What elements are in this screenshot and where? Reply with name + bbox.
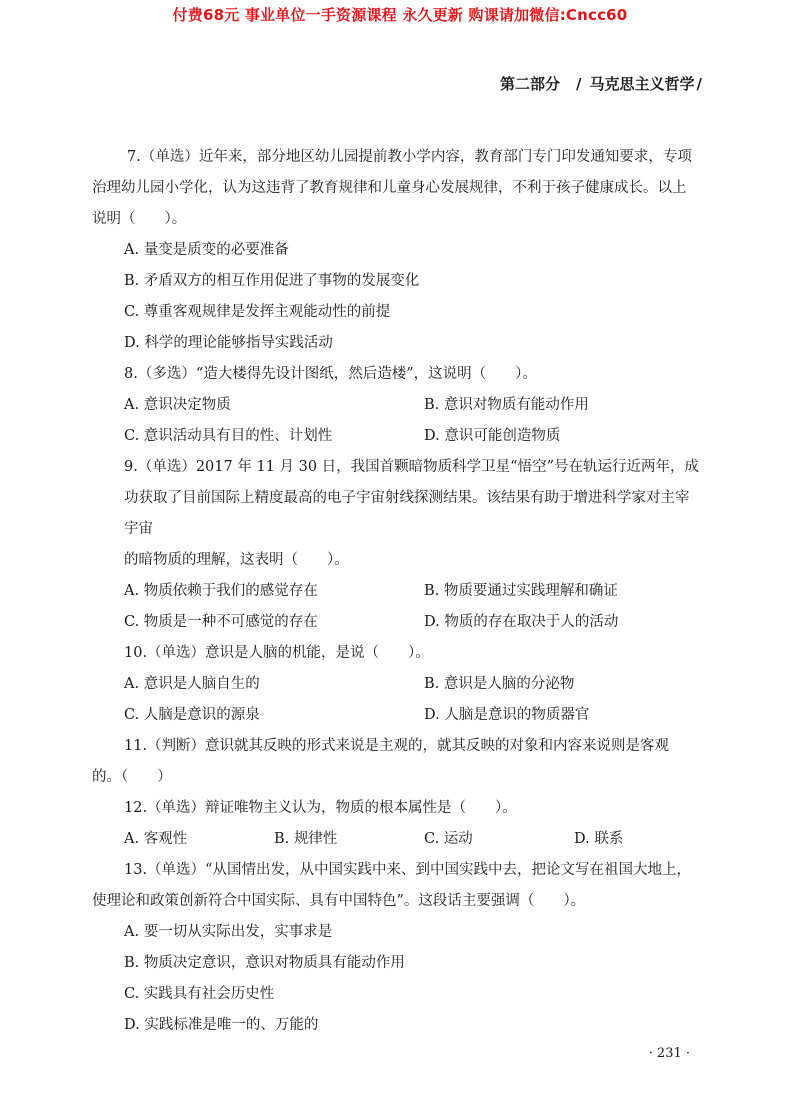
question-10-options-row-1 [124, 669, 702, 700]
question-9-option-d: D. 物质的存在取决于人的活动 [424, 614, 619, 630]
question-9-stem-line-1: 9.（单选）2017 年 11 月 30 日，我国首颗暗物质科学卫星“悟空”号在轨运行近两年，成 [124, 459, 700, 475]
question-8-options-row-1 [124, 390, 702, 421]
question-13-option-c: C. 实践具有社会历史性 [124, 986, 275, 1002]
question-8-option-a: A. 意识决定物质 [124, 397, 231, 413]
question-11-stem-line-1: 11.（判断）意识就其反映的形式来说是主观的，就其反映的对象和内容来说则是客观 [124, 738, 670, 754]
question-13-option-a: A. 要一切从实际出发，实事求是 [124, 924, 333, 940]
question-12-stem-line-1: 12.（单选）辩证唯物主义认为，物质的根本属性是（ ）。 [124, 800, 517, 816]
question-13 [92, 855, 702, 1041]
watermark-banner: 付费68元 事业单位一手资源课程 永久更新 购课请加微信:Cncc60 [172, 6, 628, 24]
question-8-option-d: D. 意识可能创造物质 [424, 428, 561, 444]
question-10-option-b: B. 意识是人脑的分泌物 [424, 676, 575, 692]
question-7-stem-line-1: 7.（单选）近年来，部分地区幼儿园提前教小学内容，教育部门专门印发通知要求，专项 [127, 149, 692, 165]
question-9-option-b: B. 物质要通过实践理解和确证 [424, 583, 618, 599]
question-7-option-b: B. 矛盾双方的相互作用促进了事物的发展变化 [124, 273, 420, 289]
question-10-option-c: C. 人脑是意识的源泉 [124, 707, 260, 723]
question-9-option-a: A. 物质依赖于我们的感觉存在 [124, 583, 318, 599]
question-9 [124, 452, 702, 638]
question-8 [124, 359, 702, 452]
question-12-options-row [124, 824, 702, 855]
question-8-options-row-2 [124, 421, 702, 452]
question-10-option-d: D. 人脑是意识的物质器官 [424, 707, 590, 723]
question-7-option-a: A. 量变是质变的必要准备 [124, 242, 289, 258]
header-trailing-slash: / [696, 75, 702, 93]
question-7-stem-line-3: 说明（ ）。 [92, 211, 187, 227]
question-12 [124, 793, 702, 855]
question-11-stem-line-2: 的。（ ） [92, 769, 172, 785]
header-title: 马克思主义哲学 [589, 75, 695, 93]
question-10-option-a: A. 意识是人脑自生的 [124, 676, 260, 692]
question-12-option-d: D. 联系 [574, 831, 624, 847]
question-7-option-c: C. 尊重客观规律是发挥主观能动性的前提 [124, 304, 391, 320]
question-10-options-row-2 [124, 700, 702, 731]
question-7-stem-line-2: 治理幼儿园小学化，认为这违背了教育规律和儿童身心发展规律，不利于孩子健康成长。以上 [92, 180, 687, 196]
question-list [92, 142, 702, 1041]
question-9-stem-line-3: 的暗物质的理解，这表明（ ）。 [124, 552, 349, 568]
question-10-stem-line-1: 10.（单选）意识是人脑的机能，是说（ ）。 [124, 645, 430, 661]
question-7-option-d: D. 科学的理论能够指导实践活动 [124, 335, 333, 351]
question-13-stem-line-1: 13.（单选）“从国情出发，从中国实践中来、到中国实践中去，把论文写在祖国大地上， [124, 862, 691, 878]
running-header [500, 73, 702, 94]
question-10 [124, 638, 702, 731]
header-section: 第二部分 [500, 75, 561, 93]
question-12-option-a: A. 客观性 [124, 831, 188, 847]
question-9-options-row-2 [124, 607, 702, 638]
question-7 [92, 142, 702, 359]
question-8-option-c: C. 意识活动具有目的性、计划性 [124, 428, 333, 444]
question-8-option-b: B. 意识对物质有能动作用 [424, 397, 589, 413]
question-9-option-c: C. 物质是一种不可感觉的存在 [124, 614, 318, 630]
question-8-stem-line-1: 8.（多选）“造大楼得先设计图纸，然后造楼”，这说明（ ）。 [124, 366, 537, 382]
header-separator: / [576, 75, 582, 93]
question-9-options-row-1 [124, 576, 702, 607]
page-number: · 231 · [648, 1046, 690, 1061]
question-9-stem-line-2: 功获取了目前国际上精度最高的电子宇宙射线探测结果。该结果有助于增进科学家对主宰宇宙 [124, 490, 690, 537]
question-12-option-b: B. 规律性 [274, 831, 338, 847]
question-13-option-b: B. 物质决定意识，意识对物质具有能动作用 [124, 955, 405, 971]
question-11 [92, 731, 702, 793]
question-12-option-c: C. 运动 [424, 831, 473, 847]
question-13-option-d: D. 实践标准是唯一的、万能的 [124, 1017, 319, 1033]
question-13-stem-line-2: 使理论和政策创新符合中国实际、具有中国特色”。这段话主要强调（ ）。 [92, 893, 586, 909]
